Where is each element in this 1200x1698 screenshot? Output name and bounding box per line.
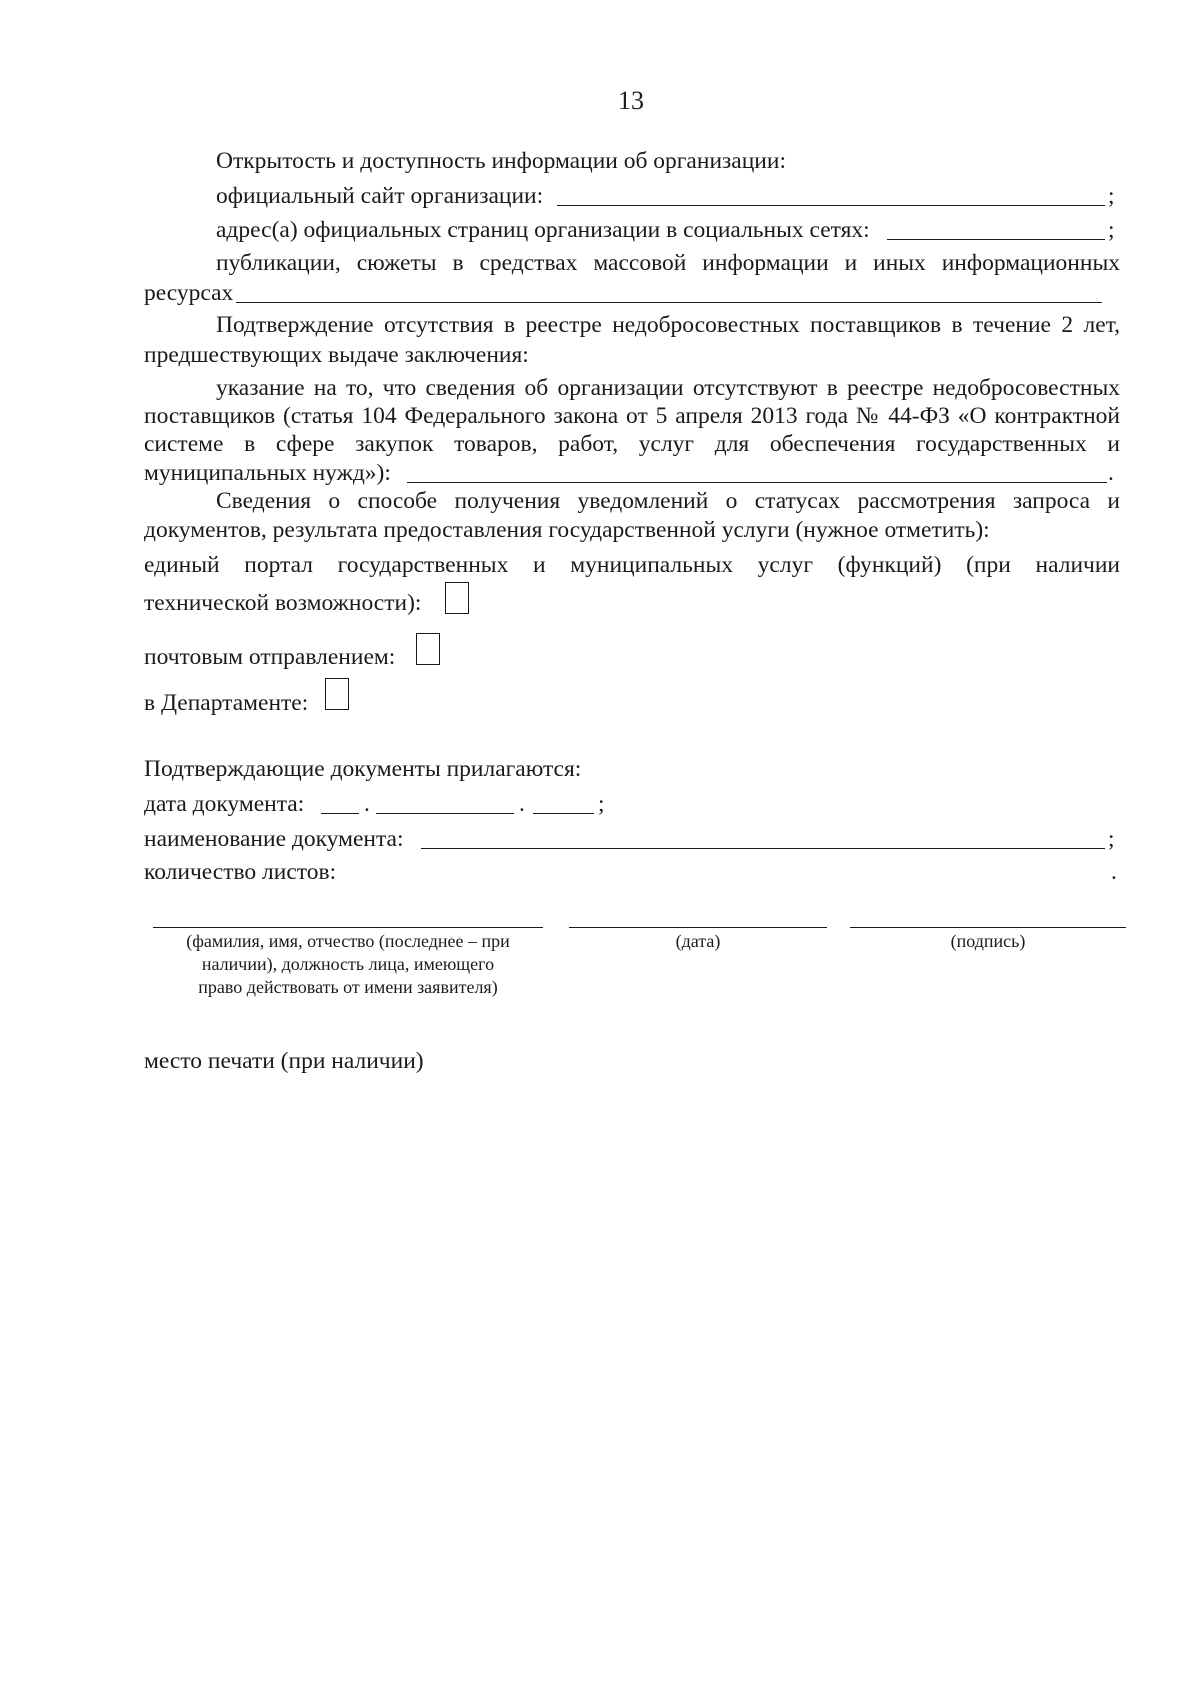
notification-heading-1: Сведения о способе получения уведомлений о статусах рассмотрения запроса и: [216, 488, 1120, 514]
page-number: 13: [618, 86, 644, 115]
date-end: ;: [598, 791, 605, 817]
registry-text-3: системе в сфере закупок товаров, работ, услуг для обеспечения государственных и: [144, 431, 1120, 457]
portal-line-1: единый портал государственных и муниципальных услуг (функций) (при наличии: [144, 552, 1120, 578]
documents-heading: Подтверждающие документы прилагаются:: [144, 756, 582, 782]
department-label: в Департаменте:: [144, 690, 309, 716]
registry-text-4: муниципальных нужд»):: [144, 460, 391, 486]
doc-name-field[interactable]: [421, 848, 1105, 849]
website-field[interactable]: [557, 205, 1105, 206]
notification-heading-2: документов, результата предоставления государственной услуги (нужное отметить):: [144, 517, 990, 543]
department-checkbox[interactable]: [325, 678, 349, 710]
doc-name-label: наименование документа:: [144, 826, 404, 852]
media-line-1: публикации, сюжеты в средствах массовой информации и иных информационных: [216, 250, 1120, 276]
name-caption-3: право действовать от имени заявителя): [198, 977, 498, 997]
portal-checkbox[interactable]: [445, 582, 469, 614]
sign-signature-line[interactable]: [850, 927, 1126, 928]
portal-line-2: технической возможности):: [144, 590, 422, 616]
date-label: дата документа:: [144, 791, 305, 817]
openness-heading: Открытость и доступность информации об организации:: [216, 148, 786, 174]
media-line-2: ресурсах: [144, 280, 234, 306]
stamp-place: место печати (при наличии): [144, 1048, 424, 1074]
postal-checkbox[interactable]: [416, 633, 440, 665]
date-month-field[interactable]: [376, 813, 514, 814]
registry-text-1: указание на то, что сведения об организации отсутствуют в реестре недобросовестных: [216, 375, 1120, 401]
registry-heading-2: предшествующих выдаче заключения:: [144, 342, 529, 368]
social-label: адрес(а) официальных страниц организации в социальных сетях:: [216, 217, 870, 243]
date-signature-line[interactable]: [569, 927, 827, 928]
sheets-end: .: [1111, 859, 1117, 885]
social-end: ;: [1108, 217, 1115, 243]
date-sep-1: .: [364, 791, 370, 817]
postal-label: почтовым отправлением:: [144, 644, 396, 670]
name-signature-line[interactable]: [153, 927, 543, 928]
social-field[interactable]: [887, 239, 1105, 240]
date-day-field[interactable]: [321, 813, 359, 814]
name-caption-1: (фамилия, имя, отчество (последнее – при: [186, 931, 510, 951]
website-end: ;: [1108, 183, 1115, 209]
registry-field[interactable]: [407, 482, 1107, 483]
website-label: официальный сайт организации:: [216, 183, 544, 209]
doc-name-end: ;: [1108, 826, 1115, 852]
date-caption: (дата): [675, 931, 721, 951]
sign-caption: (подпись): [950, 931, 1026, 951]
date-sep-2: .: [519, 791, 525, 817]
sheets-label: количество листов:: [144, 859, 337, 885]
name-caption-2: наличии), должность лица, имеющего: [201, 954, 495, 974]
registry-heading-1: Подтверждение отсутствия в реестре недобросовестных поставщиков в течение 2 лет,: [216, 312, 1120, 338]
media-field[interactable]: [236, 302, 1102, 303]
registry-text-2: поставщиков (статья 104 Федерального закона от 5 апреля 2013 года № 44-ФЗ «О контрактной: [144, 403, 1120, 429]
date-year-field[interactable]: [533, 813, 594, 814]
registry-end: .: [1108, 460, 1114, 486]
